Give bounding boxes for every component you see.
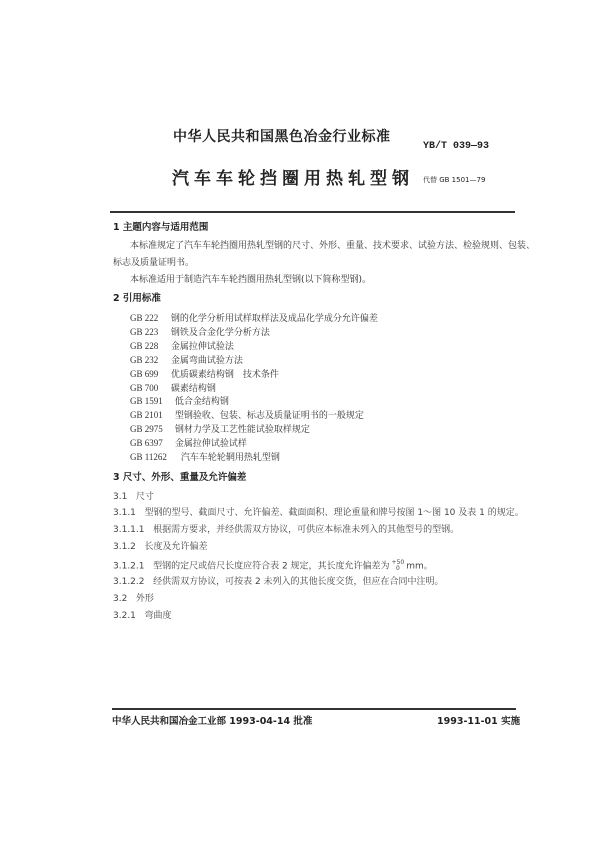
reference-item	[130, 453, 280, 463]
section1-para1-cont: 标志及质量证明书。	[113, 258, 195, 268]
replaces-note: 代替 GB 1501—79	[423, 176, 486, 184]
footer-rule	[112, 708, 516, 710]
reference-code: GB 6397	[130, 438, 163, 449]
clause-item	[113, 595, 154, 604]
reference-item	[130, 425, 310, 435]
reference-title: 金属弯曲试验方法	[170, 355, 243, 366]
reference-title: 金属拉伸试验试样	[174, 439, 247, 450]
clause-item	[113, 560, 433, 572]
clause-item	[113, 509, 524, 518]
reference-code: GB 1591	[130, 396, 163, 407]
clause-number: 3.2	[113, 594, 128, 604]
reference-code: GB 232	[130, 354, 159, 365]
reference-title: 钢材力学及工艺性能试验取样规定	[174, 425, 310, 436]
clause-number: 3.1.1.1	[113, 525, 145, 535]
clause-text: 长度及允许偏差	[144, 542, 208, 552]
reference-title: 汽车车轮轮辋用热轧型钢	[180, 453, 280, 463]
clause-number: 3.2.1	[113, 611, 136, 621]
clause-text: 经供需双方协议，可按表 2 未列入的其他长度交货，但应在合同中注明。	[153, 577, 444, 587]
unit: mm。	[406, 561, 433, 572]
tolerance	[392, 560, 405, 572]
reference-item	[130, 370, 279, 380]
effective-date: 1993-11-01 实施	[437, 716, 521, 727]
reference-item	[130, 356, 243, 366]
reference-code: GB 228	[130, 340, 159, 351]
clause-item	[113, 526, 459, 535]
reference-title: 钢铁及合金化学分析方法	[170, 327, 270, 338]
clause-item	[113, 543, 208, 552]
clause-text: 外形	[135, 594, 154, 604]
clause-text: 尺寸	[135, 492, 154, 502]
reference-code: GB 2975	[130, 424, 163, 435]
org-title: 中华人民共和国黑色冶金行业标准	[173, 129, 391, 145]
clause-item	[113, 493, 154, 502]
section1-heading: 1 主题内容与适用范围	[113, 222, 209, 233]
reference-item	[130, 439, 247, 449]
clause-text: 根据需方要求，并经供需双方协议，可供应本标准未列入的其他型号的型钢。	[153, 525, 460, 535]
reference-title: 金属拉伸试验法	[170, 341, 234, 352]
reference-item	[130, 342, 234, 352]
clause-text: 型钢的定尺或倍尺长度应符合表 2 规定，其长度允许偏差为	[153, 561, 390, 572]
reference-item	[130, 411, 364, 421]
section2-heading: 2 引用标准	[113, 293, 161, 304]
reference-code: GB 2101	[130, 410, 163, 421]
clause-number: 3.1	[113, 492, 128, 502]
clause-number: 3.1.1	[113, 508, 136, 518]
clause-text: 弯曲度	[144, 611, 172, 621]
clause-item	[113, 578, 444, 587]
tolerance-lower: 0	[395, 565, 400, 572]
reference-title: 优质碳素结构钢 技术条件	[170, 369, 279, 380]
clause-number: 3.1.2.2	[113, 577, 145, 587]
section1-para2: 本标准适用于制造汽车车轮挡圈用热轧型钢(以下简称型钢)。	[130, 275, 372, 285]
reference-code: GB 222	[130, 313, 159, 323]
reference-code: GB 700	[130, 382, 159, 393]
header-rule	[110, 211, 515, 213]
reference-item	[130, 384, 216, 394]
reference-title: 低合金结构钢	[174, 397, 229, 408]
doc-title: 汽车车轮挡圈用热轧型钢	[172, 169, 414, 189]
clause-number: 3.1.2	[113, 542, 136, 552]
reference-code: GB 11262	[130, 452, 167, 462]
reference-code: GB 699	[130, 368, 159, 379]
reference-item	[130, 397, 229, 407]
section1-para1: 本标准规定了汽车车轮挡圈用热轧型钢的尺寸、外形、重量、技术要求、试验方法、检验规则、包装、	[130, 241, 536, 251]
section3-heading: 3 尺寸、外形、重量及允许偏差	[113, 472, 247, 483]
standard-code: YB/T 039—93	[423, 141, 490, 152]
clause-text: 型钢的型号、截面尺寸、允许偏差、截面面积、理论重量和牌号按图 1～图 10 及表 1 的规定。	[144, 508, 524, 518]
reference-item	[130, 328, 270, 338]
reference-title: 钢的化学分析用试样取样法及成品化学成分允许偏差	[170, 314, 378, 324]
tolerance-upper: +50	[391, 559, 405, 566]
reference-title: 碳素结构钢	[170, 383, 216, 394]
reference-item	[130, 314, 378, 324]
reference-title: 型钢验收、包装、标志及质量证明书的一般规定	[174, 411, 364, 422]
reference-code: GB 223	[130, 326, 159, 337]
clause-number: 3.1.2.1	[113, 561, 145, 572]
clause-item	[113, 612, 172, 621]
approval-date: 中华人民共和国冶金工业部 1993-04-14 批准	[112, 716, 313, 727]
